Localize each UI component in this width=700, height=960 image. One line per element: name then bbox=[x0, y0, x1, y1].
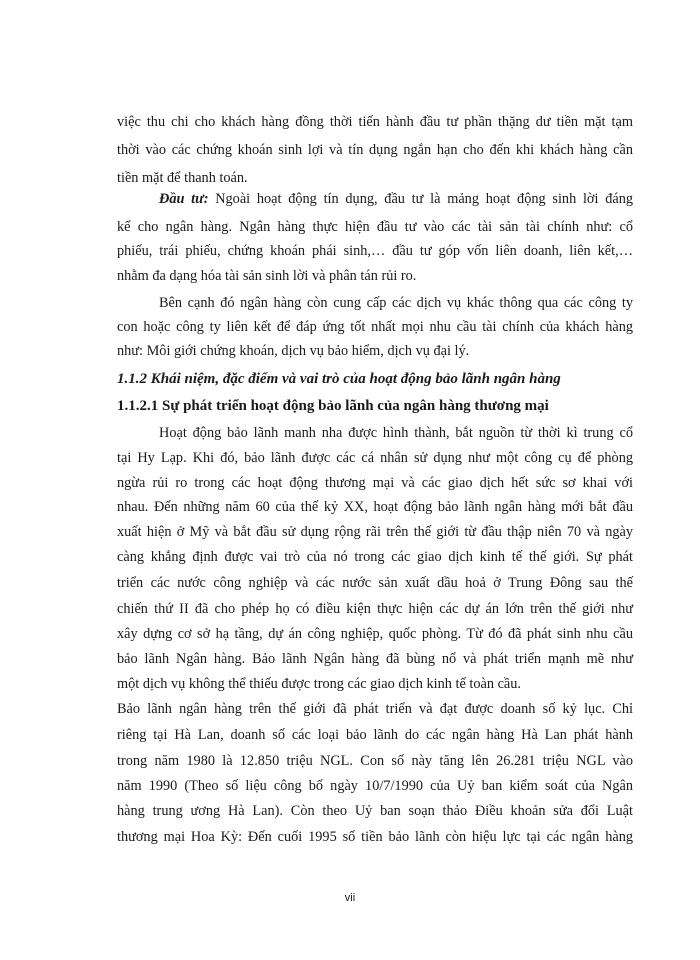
paragraph-line: nhằm đa dạng hóa tài sản sinh lời và phân tán rủi ro. bbox=[117, 268, 417, 284]
subsection-heading: 1.1.2.1 Sự phát triển hoạt động bảo lãnh của ngân hàng thương mại bbox=[117, 398, 549, 414]
paragraph-line bbox=[159, 190, 633, 208]
paragraph-line: việc thu chi cho khách hàng đồng thời tiến hành đầu tư phần thặng dư tiền mặt tạm bbox=[117, 114, 633, 130]
paragraph-line: một dịch vụ không thể thiếu được trong các giao dịch kinh tế toàn cầu. bbox=[117, 676, 521, 692]
paragraph-line: hàng trung ương Hà Lan). Còn theo Uỷ ban soạn thảo Điều khoản sửa đổi Luật bbox=[117, 803, 633, 819]
paragraph-line: thời vào các chứng khoán sinh lợi và tín dụng ngắn hạn cho đến khi khách hàng cần bbox=[117, 142, 633, 158]
paragraph-line: chiến thứ II đã cho phép họ có điều kiện thực hiện các dự án lớn trên thế giới như bbox=[117, 601, 633, 617]
paragraph-lead-term: Đầu tư: bbox=[159, 191, 209, 207]
paragraph-line: Bảo lãnh ngân hàng trên thế giới đã phát triển và đạt được doanh số kỷ lục. Chỉ bbox=[117, 701, 633, 717]
paragraph-line: riêng tại Hà Lan, doanh số các loại bảo lãnh do các ngân hàng Hà Lan phát hành bbox=[117, 727, 633, 743]
paragraph-line: triển các nước công nghiệp và các nước sản xuất dầu hoả ở Trung Đông sau thế bbox=[117, 575, 633, 591]
paragraph-line: con hoặc công ty liên kết để đáp ứng tốt nhất mọi nhu cầu tài chính của khách hàng bbox=[117, 319, 633, 335]
paragraph-line: càng khẳng định được vai trò của nó trong các giao dịch kinh tế thế giới. Sự phát bbox=[117, 549, 633, 565]
paragraph-line: trong năm 1980 là 12.850 triệu NGL. Con số này tăng lên 26.281 triệu NGL vào bbox=[117, 753, 633, 769]
paragraph-line: như: Môi giới chứng khoán, dịch vụ bảo hiểm, dịch vụ đại lý. bbox=[117, 343, 470, 359]
paragraph-line: bảo lãnh Ngân hàng. Bảo lãnh Ngân hàng đã bùng nổ và phát triển mạnh mẽ như bbox=[117, 651, 633, 667]
paragraph-line: xuất hiện ở Mỹ và bắt đầu sử dụng rộng rãi trên thế giới từ đầu thập niên 70 và ngày bbox=[117, 524, 633, 540]
paragraph-line: kể cho ngân hàng. Ngân hàng thực hiện đầu tư vào các tài sản tài chính như: cổ bbox=[117, 219, 633, 235]
paragraph-line: xây dựng cơ sở hạ tầng, dự án công nghiệp, quốc phòng. Từ đó đã phát sinh nhu cầu bbox=[117, 626, 633, 642]
paragraph-line: Hoạt động bảo lãnh manh nha được hình thành, bắt nguồn từ thời kì trung cổ bbox=[159, 425, 633, 441]
paragraph-line: Bên cạnh đó ngân hàng còn cung cấp các dịch vụ khác thông qua các công ty bbox=[159, 295, 633, 311]
paragraph-text: Ngoài hoạt động tín dụng, đầu tư là mảng hoạt động sinh lời đáng bbox=[208, 191, 633, 207]
paragraph-line: tại Hy Lạp. Khi đó, bảo lãnh được các cá nhân sử dụng như một công cụ để phòng bbox=[117, 450, 633, 466]
paragraph-line: năm 1990 (Theo số liệu công bố ngày 10/7/1990 của Uỷ ban kiểm soát của Ngân bbox=[117, 778, 633, 794]
paragraph-line: tiền mặt để thanh toán. bbox=[117, 170, 248, 186]
page-number: vii bbox=[344, 892, 356, 904]
paragraph-line: ngừa rủi ro trong các hoạt động thương mại và các giao dịch hết sức sơ khai với bbox=[117, 475, 633, 491]
paragraph-line: thương mại Hoa Kỳ: Đến cuối 1995 số tiền bảo lãnh còn hiệu lực tại các ngân hàng bbox=[117, 829, 633, 845]
section-heading: 1.1.2 Khái niệm, đặc điểm và vai trò của hoạt động bảo lãnh ngân hàng bbox=[117, 371, 561, 387]
paragraph-line: nhau. Đến những năm 60 của thế kỷ XX, hoạt động bảo lãnh ngân hàng mới bắt đầu bbox=[117, 499, 633, 515]
paragraph-line: phiếu, trái phiếu, chứng khoán phái sinh,… đầu tư góp vốn liên doanh, liên kết,… bbox=[117, 243, 633, 259]
